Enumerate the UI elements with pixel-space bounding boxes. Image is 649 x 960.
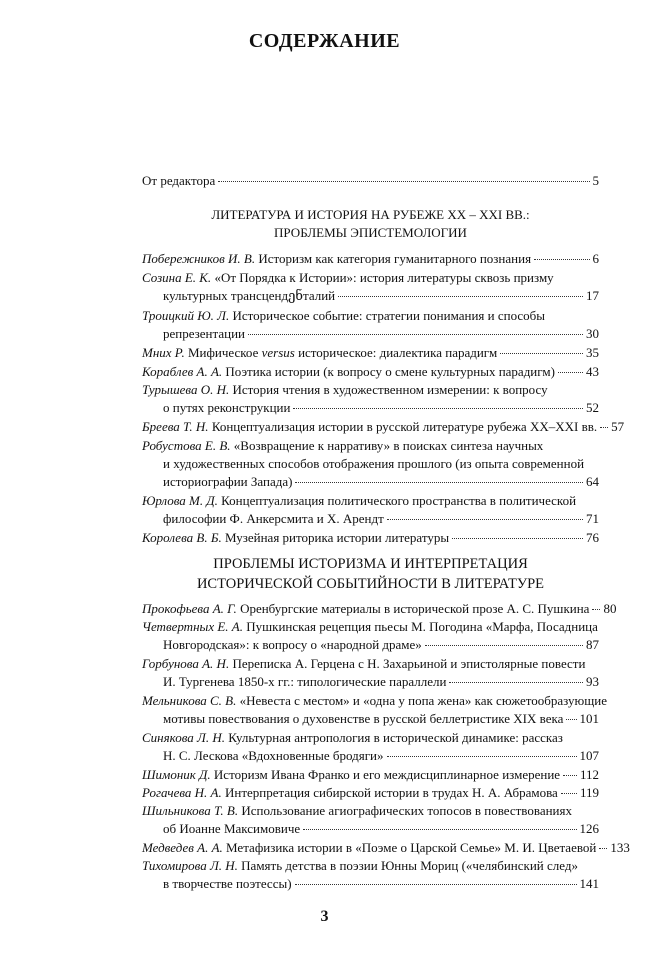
dot-leader: [600, 426, 608, 428]
toc-entry[interactable]: [142, 784, 599, 802]
entry-title: История чтения в художественном измерении: к вопросу: [232, 382, 548, 397]
entry-author: Прокофьева А. Г.: [142, 601, 237, 616]
section-heading-line: ПРОБЛЕМЫ ИСТОРИЗМА И ИНТЕРПРЕТАЦИЯ: [213, 556, 528, 572]
entry-title: От редактора: [142, 173, 216, 188]
toc-entry[interactable]: [142, 344, 599, 362]
entry-title: Концептуализация истории в русской литературе рубежа XX–XXI вв.: [211, 419, 598, 434]
dot-leader: [295, 481, 583, 483]
toc-entry[interactable]: [142, 839, 630, 857]
toc-entry[interactable]: [142, 529, 599, 547]
entry-page: 5: [592, 173, 599, 188]
dot-leader: [500, 352, 583, 354]
section-heading-line: ИСТОРИЧЕСКОЙ СОБЫТИЙНОСТИ В ЛИТЕРАТУРЕ: [196, 576, 545, 592]
entry-page: 112: [579, 767, 599, 782]
entry-title: Историзм Ивана Франко и его междисциплинарное измерение: [213, 767, 561, 782]
entry-page: 101: [579, 711, 599, 726]
entry-title-cont: историографии Запада): [163, 474, 293, 489]
entry-title-cont: и художественных способов отображения прошлого (из опыта современной: [163, 456, 585, 471]
entry-title-cont: культурных трансцендენталий: [163, 288, 336, 303]
entry-title: Использование агиографических топосов в повествованиях: [241, 803, 572, 818]
entry-author: Рогачева Н. А.: [142, 785, 222, 800]
dot-leader: [563, 774, 577, 776]
entry-author: Горбунова А. Н.: [142, 656, 230, 671]
toc-entry[interactable]: [142, 437, 599, 491]
dot-leader: [338, 295, 583, 297]
entry-title: Мифическое: [187, 345, 259, 360]
entry-author: Тихомирова Л. Н.: [142, 858, 238, 873]
entry-author: Мних Р.: [142, 345, 185, 360]
section-heading-2: [142, 554, 599, 594]
entry-author: Турышева О. Н.: [142, 382, 230, 397]
dot-leader: [452, 537, 583, 539]
toc-entry-editor[interactable]: [142, 172, 599, 190]
entry-page: 71: [586, 511, 599, 526]
entry-author: Шильникова Т. В.: [142, 803, 239, 818]
entry-author: Четвертных Е. А.: [142, 619, 243, 634]
dot-leader: [387, 755, 577, 757]
entry-title-cont: Н. С. Лескова «Вдохновенные бродяги»: [163, 748, 384, 763]
entry-title: «От Порядка к Истории»: история литературы сквозь призму: [214, 270, 554, 285]
entry-author: Бреева Т. Н.: [142, 419, 209, 434]
entry-title-cont: в творчестве поэтессы): [163, 876, 292, 891]
entry-page: 126: [579, 821, 599, 836]
toc-entry[interactable]: [142, 492, 599, 528]
entry-title: Культурная антропология в исторической динамике: рассказ: [228, 730, 563, 745]
entry-author: Юрлова М. Д.: [142, 493, 218, 508]
entry-title: Историзм как категория гуманитарного познания: [258, 251, 532, 266]
toc-entry[interactable]: [142, 418, 625, 436]
dot-leader: [558, 371, 583, 373]
entry-title: Поэтика истории (к вопросу о смене культурных парадигм): [225, 364, 555, 379]
entry-page: 93: [586, 674, 599, 689]
entry-title: «Невеста с местом» и «одна у попа жена» как сюжетообразующие: [239, 693, 607, 708]
entry-title-cont: Новгородская»: к вопросу о «народной драме»: [163, 637, 422, 652]
toc-entry[interactable]: [142, 363, 599, 381]
entry-title: Интерпретация сибирской истории в трудах Н. А. Абрамова: [224, 785, 558, 800]
dot-leader: [561, 792, 577, 794]
entry-title-cont: мотивы повествования о духовенстве в русской беллетристике XIX века: [163, 711, 564, 726]
entry-title: историческое: диалектика парадигм: [298, 345, 498, 360]
entry-page: 133: [610, 840, 630, 855]
entry-author: Кораблев А. А.: [142, 364, 223, 379]
toc-entry[interactable]: [142, 802, 599, 838]
dot-leader: [449, 681, 583, 683]
toc-entry[interactable]: [142, 729, 599, 765]
entry-page: 76: [586, 530, 599, 545]
entry-page: 57: [611, 419, 625, 434]
dot-leader: [248, 333, 583, 335]
dot-leader: [592, 608, 600, 610]
entry-title-cont: о путях реконструкции: [163, 400, 291, 415]
entry-page: 17: [586, 288, 599, 303]
dot-leader: [387, 518, 583, 520]
section-heading-1: [142, 206, 599, 242]
toc-entry[interactable]: [142, 766, 599, 784]
entry-title: Историческое событие: стратегии понимания и способы: [232, 308, 546, 323]
entry-title: «Возвращение к нарративу» в поисках синтеза научных: [233, 438, 544, 453]
entry-author: Троицкий Ю. Л.: [142, 308, 230, 323]
entry-title-cont: об Иоанне Максимовиче: [163, 821, 301, 836]
dot-leader: [566, 718, 576, 720]
toc-entry[interactable]: [142, 600, 617, 618]
entry-page: 107: [579, 748, 599, 763]
entry-title: Оренбургские материалы в исторической прозе А. С. Пушкина: [240, 601, 590, 616]
page-number: 3: [320, 908, 329, 925]
entry-author: Побережников И. В.: [142, 251, 256, 266]
entry-author: Робустова Е. В.: [142, 438, 231, 453]
entry-page: 141: [579, 876, 599, 891]
entry-title: Метафизика истории в «Поэме о Царской Семье» М. И. Цветаевой: [226, 840, 597, 855]
entry-title-cont: И. Тургенева 1850-х гг.: типологические параллели: [163, 674, 447, 689]
toc-entry[interactable]: [142, 692, 607, 728]
entry-title-cont: философии Ф. Анкерсмита и Х. Арендт: [163, 511, 384, 526]
toc-entry[interactable]: [142, 618, 599, 654]
toc-entry[interactable]: [142, 250, 599, 268]
entry-author: Шимоник Д.: [142, 767, 211, 782]
dot-leader: [293, 407, 583, 409]
entry-page: 30: [586, 326, 599, 341]
entry-title-cont: репрезентации: [163, 326, 245, 341]
toc-entry[interactable]: [142, 857, 599, 893]
entry-title: Музейная риторика истории литературы: [225, 530, 450, 545]
entry-page: 119: [579, 785, 599, 800]
entry-page: 64: [586, 474, 599, 489]
dot-leader: [534, 258, 589, 260]
toc-entry[interactable]: [142, 269, 599, 305]
dot-leader: [295, 883, 577, 885]
entry-title: Пушкинская рецепция пьесы М. Погодина «Марфа, Посадница: [246, 619, 598, 634]
entry-author: Синякова Л. Н.: [142, 730, 225, 745]
entry-author: Мельникова С. В.: [142, 693, 237, 708]
entry-author: Созина Е. К.: [142, 270, 212, 285]
entry-page: 87: [586, 637, 599, 652]
section-heading-line: ЛИТЕРАТУРА И ИСТОРИЯ НА РУБЕЖЕ XX – XXI ВВ.:: [211, 207, 530, 222]
entry-author: Королева В. Б.: [142, 530, 222, 545]
entry-page: 43: [586, 364, 599, 379]
page-title: СОДЕРЖАНИЕ: [248, 30, 401, 52]
dot-leader: [599, 847, 607, 849]
entry-title: Память детства в поэзии Юнны Мориц («челябинский след»: [241, 858, 578, 873]
entry-page: 6: [592, 251, 599, 266]
entry-title: Переписка А. Герцена с Н. Захарьиной и эпистолярные повести: [232, 656, 586, 671]
entry-author: Медведев А. А.: [142, 840, 223, 855]
toc-entry[interactable]: [142, 307, 599, 343]
toc-entry[interactable]: [142, 655, 599, 691]
dot-leader: [218, 180, 589, 182]
entry-page: 80: [603, 601, 617, 616]
entry-page: 52: [586, 400, 599, 415]
entry-page: 35: [586, 345, 599, 360]
entry-title: Концептуализация политического пространства в политической: [221, 493, 577, 508]
dot-leader: [303, 828, 576, 830]
section-heading-line: ПРОБЛЕМЫ ЭПИСТЕМОЛОГИИ: [274, 225, 467, 240]
dot-leader: [425, 644, 583, 646]
toc-entry[interactable]: [142, 381, 599, 417]
entry-title-italic: versus: [261, 345, 295, 360]
